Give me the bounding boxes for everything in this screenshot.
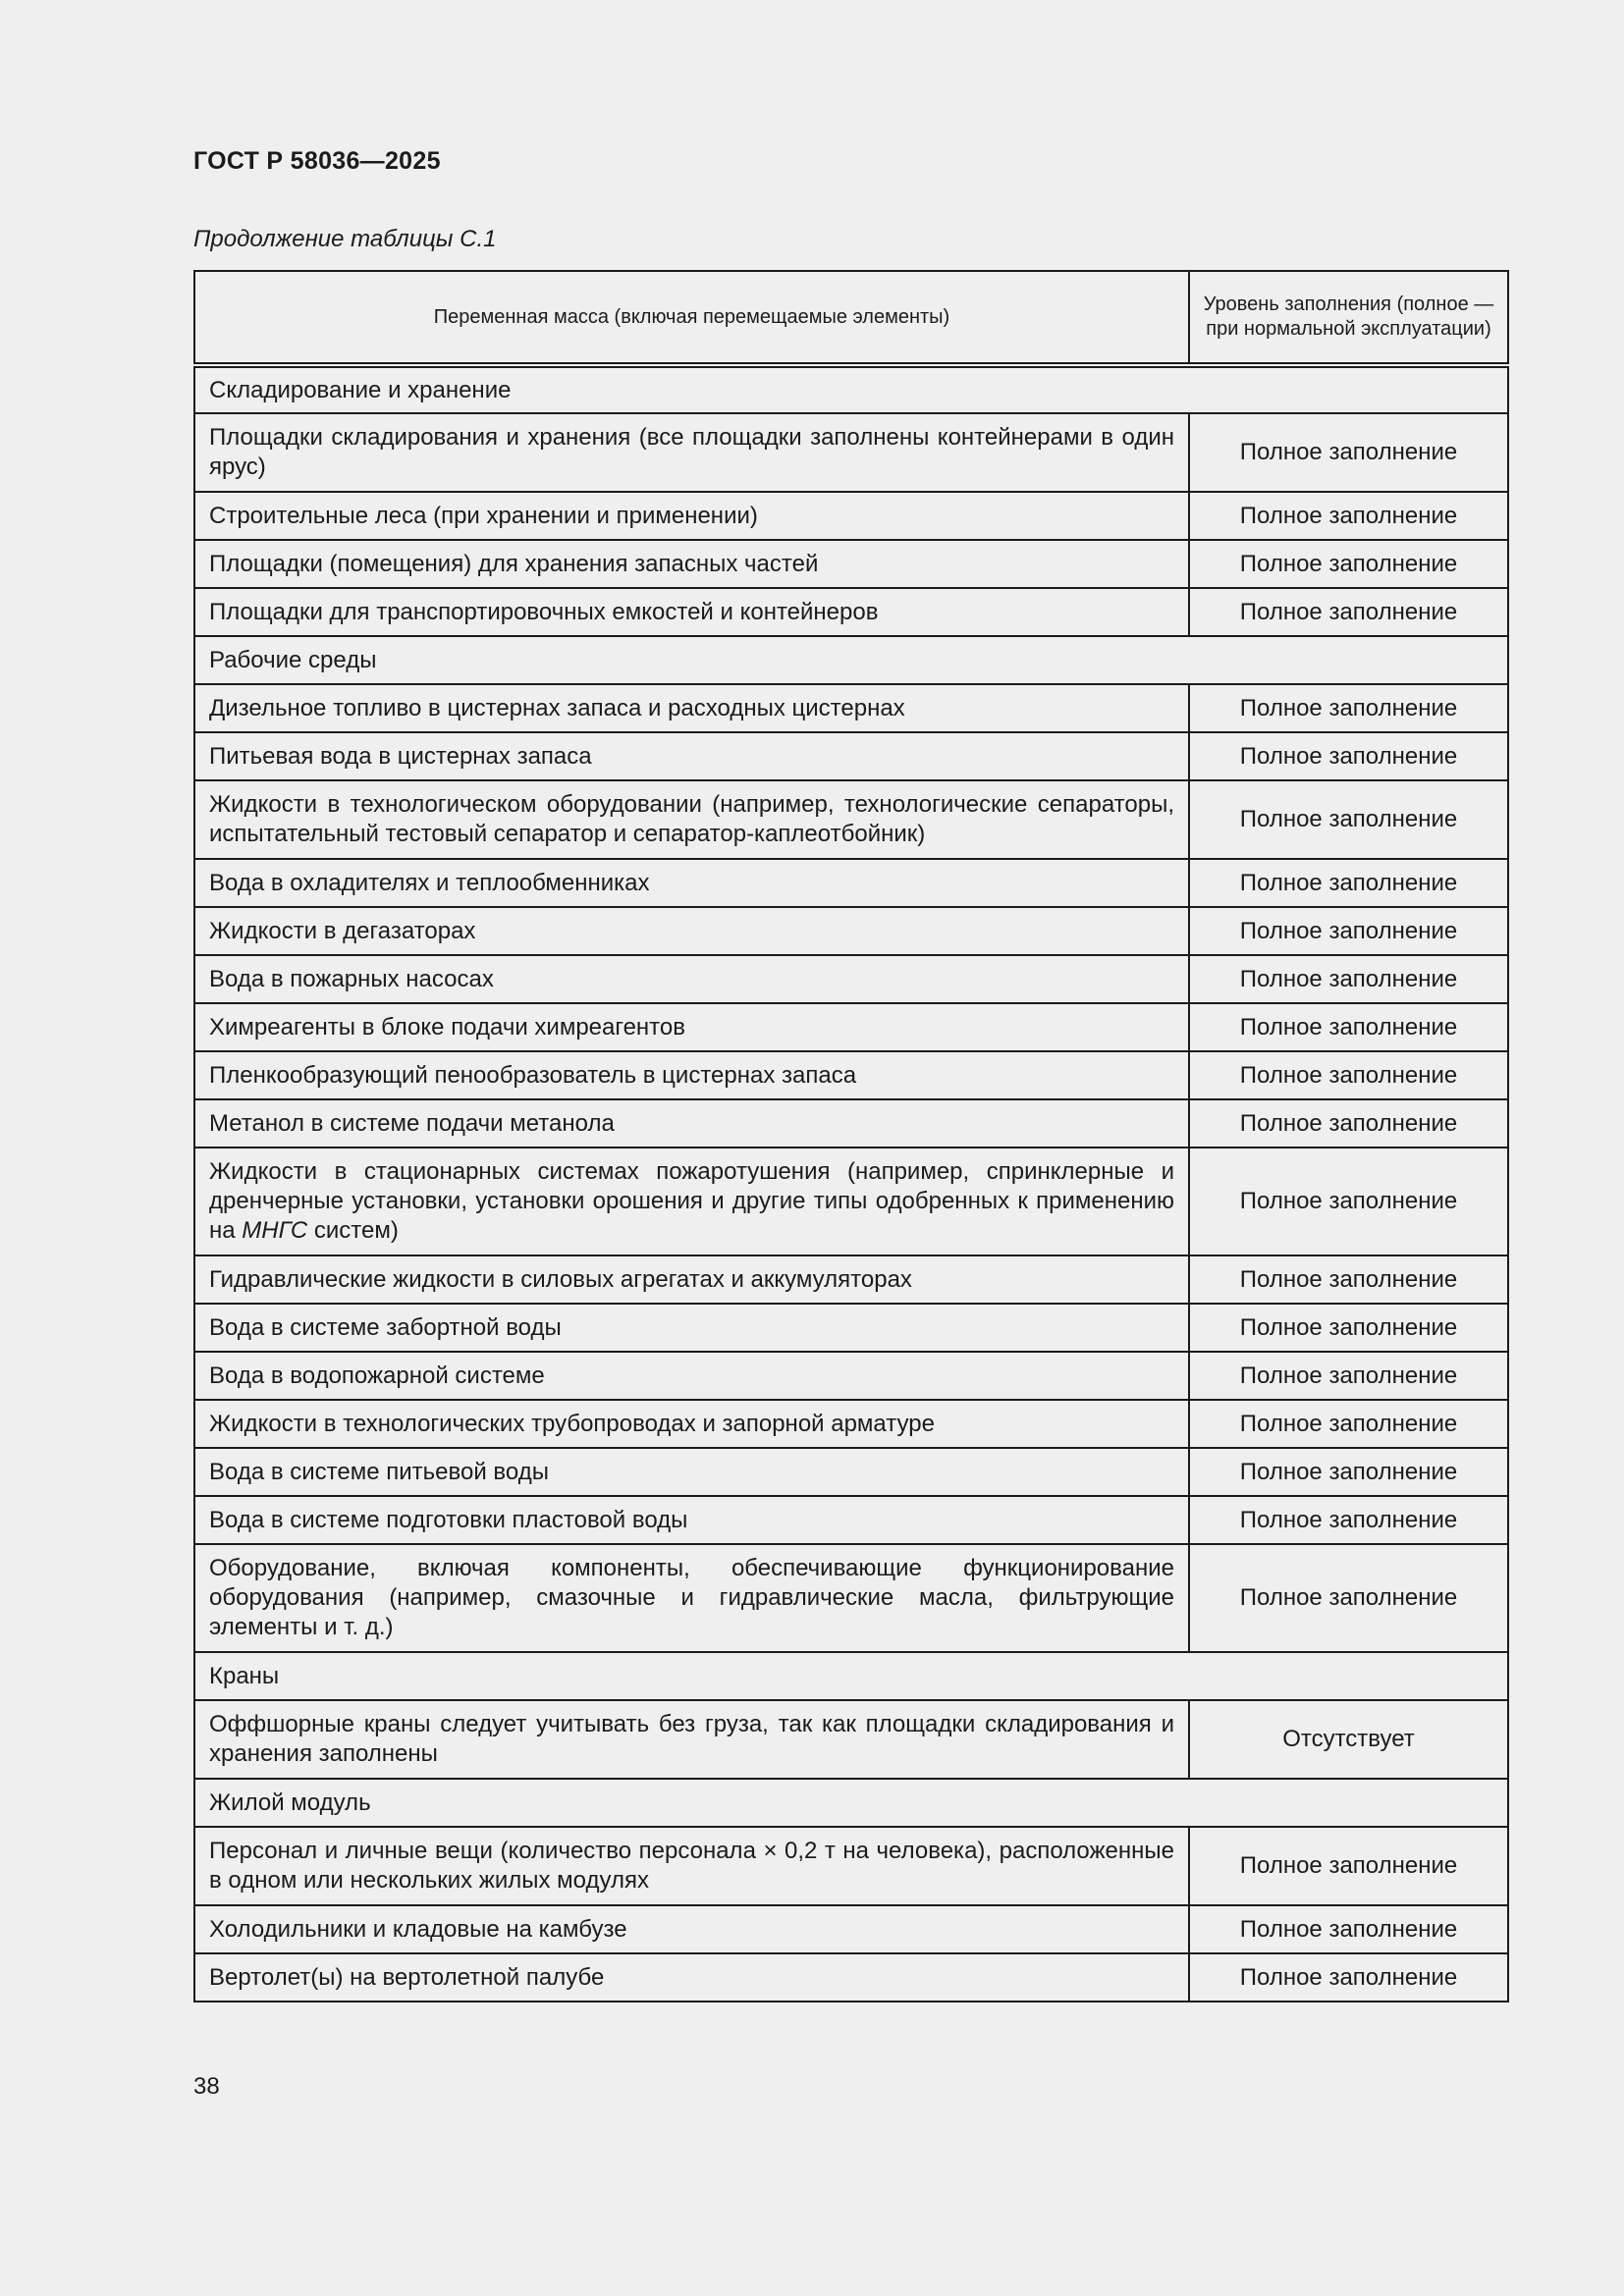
table-row — [194, 1953, 1508, 2002]
mass-item-name: Вода в пожарных насосах — [194, 955, 1189, 1003]
mass-item-name: Персонал и личные вещи (количество персонала × 0,2 т на человека), расположенные в одном или нескольких жилых модулях — [194, 1827, 1189, 1905]
document-code: ГОСТ Р 58036—2025 — [193, 147, 441, 175]
mass-item-name: Оффшорные краны следует учитывать без груза, так как площадки складирования и хранения заполнены — [194, 1700, 1189, 1779]
table-row — [194, 1905, 1508, 1953]
mass-item-name: Площадки складирования и хранения (все площадки заполнены контейнерами в один ярус) — [194, 413, 1189, 492]
fill-level-value: Полное заполнение — [1189, 1148, 1508, 1255]
mass-item-name: Дизельное топливо в цистернах запаса и расходных цистернах — [194, 684, 1189, 732]
fill-level-value: Полное заполнение — [1189, 1051, 1508, 1099]
mass-item-name: Жидкости в технологических трубопроводах и запорной арматуре — [194, 1400, 1189, 1448]
fill-level-value: Полное заполнение — [1189, 1496, 1508, 1544]
table-row — [194, 907, 1508, 955]
mass-item-name: Жидкости в дегазаторах — [194, 907, 1189, 955]
variable-mass-table — [193, 270, 1509, 2002]
table-row — [194, 684, 1508, 732]
fill-level-value: Полное заполнение — [1189, 1255, 1508, 1304]
fill-level-value: Полное заполнение — [1189, 588, 1508, 636]
fill-level-value: Полное заполнение — [1189, 1003, 1508, 1051]
table-row — [194, 1051, 1508, 1099]
fill-level-value: Полное заполнение — [1189, 1400, 1508, 1448]
fill-level-value: Полное заполнение — [1189, 413, 1508, 492]
table-row — [194, 955, 1508, 1003]
section-title: Жилой модуль — [194, 1779, 1508, 1827]
section-title: Рабочие среды — [194, 636, 1508, 684]
fill-level-value: Полное заполнение — [1189, 780, 1508, 859]
mass-item-name: Вода в системе подготовки пластовой воды — [194, 1496, 1189, 1544]
fill-level-value: Полное заполнение — [1189, 1099, 1508, 1148]
mass-item-name: Жидкости в технологическом оборудовании (например, технологические сепараторы, испытательный тестовый сепаратор и сепаратор-каплеотбойник) — [194, 780, 1189, 859]
column-header-fill-level: Уровень заполнения (полное — при нормальной эксплуатации) — [1189, 271, 1508, 365]
mass-item-name: Вода в водопожарной системе — [194, 1352, 1189, 1400]
fill-level-value: Полное заполнение — [1189, 540, 1508, 588]
table-row — [194, 1700, 1508, 1779]
mass-item-name: Вертолет(ы) на вертолетной палубе — [194, 1953, 1189, 2002]
fill-level-value: Полное заполнение — [1189, 732, 1508, 780]
table-row — [194, 413, 1508, 492]
table-section-row — [194, 365, 1508, 413]
mass-item-name: Оборудование, включая компоненты, обеспечивающие функционирование оборудования (например, смазочные и гидравлические масла, фильтрующие элементы и т. д.) — [194, 1544, 1189, 1652]
table-row — [194, 1352, 1508, 1400]
page-number: 38 — [193, 2073, 220, 2100]
fill-level-value: Полное заполнение — [1189, 684, 1508, 732]
table-row — [194, 492, 1508, 540]
table-row — [194, 732, 1508, 780]
mass-item-name: Строительные леса (при хранении и применении) — [194, 492, 1189, 540]
table-header-row — [194, 271, 1508, 365]
table-row — [194, 1827, 1508, 1905]
mass-item-name: Вода в системе питьевой воды — [194, 1448, 1189, 1496]
fill-level-value: Полное заполнение — [1189, 1448, 1508, 1496]
fill-level-value: Полное заполнение — [1189, 1352, 1508, 1400]
fill-level-value: Полное заполнение — [1189, 1905, 1508, 1953]
table-row — [194, 1148, 1508, 1255]
section-title: Складирование и хранение — [194, 365, 1508, 413]
mass-item-name: Пленкообразующий пенообразователь в цистернах запаса — [194, 1051, 1189, 1099]
mass-item-name: Площадки (помещения) для хранения запасных частей — [194, 540, 1189, 588]
mass-item-name: Вода в системе забортной воды — [194, 1304, 1189, 1352]
mass-item-name: Гидравлические жидкости в силовых агрегатах и аккумуляторах — [194, 1255, 1189, 1304]
table-row — [194, 1496, 1508, 1544]
fill-level-value: Полное заполнение — [1189, 955, 1508, 1003]
fill-level-value: Полное заполнение — [1189, 1304, 1508, 1352]
table-container — [193, 270, 1507, 2002]
fill-level-value: Полное заполнение — [1189, 1953, 1508, 2002]
table-row — [194, 588, 1508, 636]
fill-level-value: Полное заполнение — [1189, 492, 1508, 540]
table-row — [194, 1400, 1508, 1448]
table-section-row — [194, 1779, 1508, 1827]
fill-level-value: Полное заполнение — [1189, 859, 1508, 907]
mass-item-name: Холодильники и кладовые на камбузе — [194, 1905, 1189, 1953]
mass-item-name: Метанол в системе подачи метанола — [194, 1099, 1189, 1148]
table-row — [194, 1099, 1508, 1148]
fill-level-value: Полное заполнение — [1189, 907, 1508, 955]
mass-item-name: Площадки для транспортировочных емкостей и контейнеров — [194, 588, 1189, 636]
mass-item-name: Химреагенты в блоке подачи химреагентов — [194, 1003, 1189, 1051]
table-row — [194, 780, 1508, 859]
table-row — [194, 859, 1508, 907]
table-caption: Продолжение таблицы С.1 — [193, 226, 497, 252]
mass-item-name: Вода в охладителях и теплообменниках — [194, 859, 1189, 907]
table-row — [194, 540, 1508, 588]
column-header-mass: Переменная масса (включая перемещаемые элементы) — [194, 271, 1189, 365]
fill-level-value: Отсутствует — [1189, 1700, 1508, 1779]
table-row — [194, 1304, 1508, 1352]
fill-level-value: Полное заполнение — [1189, 1827, 1508, 1905]
table-body — [194, 365, 1508, 2002]
table-row — [194, 1003, 1508, 1051]
table-row — [194, 1544, 1508, 1652]
mass-item-name: Питьевая вода в цистернах запаса — [194, 732, 1189, 780]
section-title: Краны — [194, 1652, 1508, 1700]
table-section-row — [194, 1652, 1508, 1700]
mass-item-name: Жидкости в стационарных системах пожаротушения (например, спринклерные и дренчерные установки, установки орошения и другие типы одобренных к применению на МНГС систем) — [194, 1148, 1189, 1255]
table-row — [194, 1255, 1508, 1304]
table-section-row — [194, 636, 1508, 684]
fill-level-value: Полное заполнение — [1189, 1544, 1508, 1652]
table-row — [194, 1448, 1508, 1496]
